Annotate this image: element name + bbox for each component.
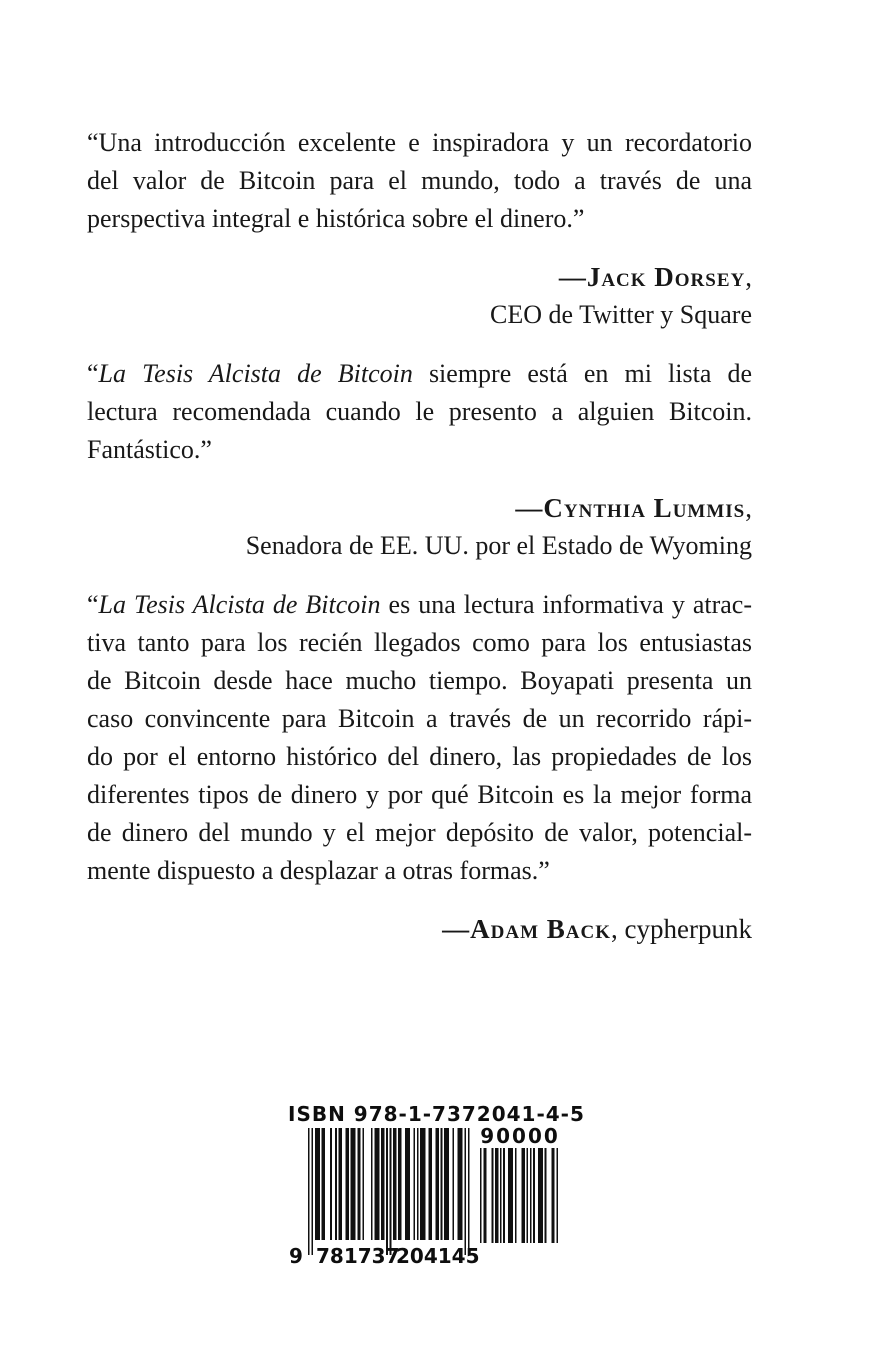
quote-line: Fantástico.” [87,435,212,464]
quote-line [87,586,752,624]
ean13-digits-right-group: 204145 [396,1244,480,1268]
quote-line: “Una introducción excelente e inspiradora y un recordatorio [87,128,752,157]
attribution-name-suffix: , [745,493,752,523]
quote-text: es una lectura informativa y atrac- [380,590,752,619]
quote-line: lectura recomendada cuando le presento a alguien Bitcoin. [87,397,752,426]
ean13-barcode-icon [308,1128,470,1260]
isbn-label: ISBN 978-1-7372041-4-5 [288,1102,585,1126]
isbn-barcode-block [288,1102,585,1273]
quote-dorsey [87,124,752,238]
quote-line: tiva tanto para los recién llegados como para los entusiastas [87,628,752,657]
quote-line: perspectiva integral e histórica sobre el dinero.” [87,204,585,233]
quote-line: caso convincente para Bitcoin a través de un recorrido rápi- [87,704,752,733]
ean13-digit-first: 9 [289,1244,303,1268]
attribution-role: CEO de Twitter y Square [490,300,752,329]
quote-text: siempre está en mi lista de [412,359,752,388]
quote-back [87,586,752,890]
attribution-name-smallcaps: —Jack Dorsey [558,262,746,292]
attribution-name-suffix: , cypherpunk [611,914,752,944]
quote-line: de Bitcoin desde hace mucho tiempo. Boyapati presenta un [87,666,752,695]
attribution-name-smallcaps: —Adam Back [442,914,612,944]
attribution-name-smallcaps: —Cynthia Lummis [515,493,746,523]
quote-line: do por el entorno histórico del dinero, las propiedades de los [87,742,752,771]
quote-open: “ [87,359,99,388]
book-title-italic: La Tesis Alcista de Bitcoin [98,590,381,619]
ean5-supplement-label: 90000 [480,1124,560,1148]
quote-line: mente dispuesto a desplazar a otras formas.” [87,856,550,885]
attribution-dorsey [87,258,752,334]
book-title-italic: La Tesis Alcista de Bitcoin [98,359,413,388]
attribution-name [87,489,752,527]
quote-line: de dinero del mundo y el mejor depósito de valor, potencial- [87,818,752,847]
testimonials-block [87,124,752,948]
attribution-name [87,258,752,296]
ean5-supplement-barcode-icon [480,1148,558,1248]
quote-lummis [87,355,752,469]
quote-line: del valor de Bitcoin para el mundo, todo a través de una [87,166,752,195]
attribution-lummis [87,489,752,565]
ean13-digits-left-group: 781737 [316,1244,400,1268]
attribution-back [87,910,752,948]
quote-open: “ [87,590,99,619]
quote-line [87,355,752,393]
attribution-name [87,910,752,948]
attribution-role: Senadora de EE. UU. por el Estado de Wyoming [245,531,752,560]
attribution-name-suffix: , [745,262,752,292]
quote-line: diferentes tipos de dinero y por qué Bitcoin es la mejor forma [87,780,752,809]
